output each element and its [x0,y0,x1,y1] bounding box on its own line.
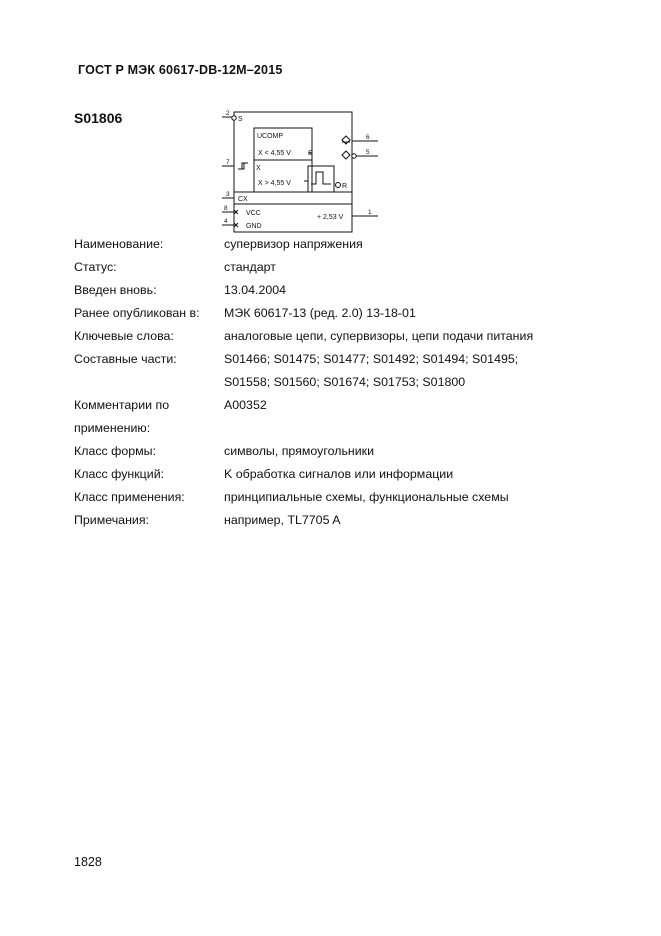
field-label: Комментарии по [74,398,170,412]
field-row [74,279,594,302]
field-row [74,486,594,509]
field-value: символы, прямоугольники [224,444,375,458]
cx-label: CX [238,196,248,203]
symbol-code: S01806 [74,110,123,126]
field-row [74,463,594,486]
gnd-label: GND [246,223,262,230]
field-label: Примечания: [74,513,149,527]
field-value: принципиальные схемы, функциональные схемы [224,490,509,504]
pin-7-label: 7 [226,159,230,166]
entry-fields [74,233,594,532]
field-row [74,509,594,532]
field-value: МЭК 60617-13 (ред. 2.0) 13-18-01 [224,306,416,320]
field-row [74,417,594,440]
field-value: A00352 [224,398,267,412]
page-number: 1828 [74,855,102,869]
x-input-label: X [256,165,261,172]
field-label: Ранее опубликован в: [74,306,200,320]
ref-voltage-label: + 2,53 V [317,214,344,221]
field-value: S01558; S01560; S01674; S01753; S01800 [224,375,466,389]
field-row [74,348,594,371]
field-label [74,371,224,394]
pin-4-label: 4 [224,218,228,225]
field-row [74,394,594,417]
field-value: аналоговые цепи, супервизоры, цепи подачи питания [224,329,534,343]
field-label: Введен вновь: [74,283,157,297]
s-output-label: S [308,150,313,157]
pin-3-label: 3 [226,191,230,198]
field-value: стандарт [224,260,276,274]
field-label: Класс функций: [74,467,165,481]
field-value: например, TL7705 A [224,513,341,527]
pin-8-label: 8 [224,205,228,212]
pin-5-label: 5 [366,149,370,156]
field-value: K обработка сигналов или информации [224,467,454,481]
field-row [74,256,594,279]
field-label: Класс применения: [74,490,185,504]
field-label: Наименование: [74,237,164,251]
s-input-label: S [238,116,243,123]
field-row [74,302,594,325]
vcc-label: VCC [246,210,261,217]
field-row [74,233,594,256]
pin-6-label: 6 [366,134,370,141]
voltage-supervisor-symbol [220,108,390,236]
document-header: ГОСТ Р МЭК 60617-DB-12M–2015 [78,63,283,77]
field-label: применению: [74,421,151,435]
field-label: Составные части: [74,352,177,366]
pin-2-label: 2 [226,110,230,117]
field-value: супервизор напряжения [224,237,363,251]
field-label: Статус: [74,260,117,274]
field-value: S01466; S01475; S01477; S01492; S01494; S01495; [224,352,519,366]
field-value [224,417,594,440]
x-less-label: X < 4,55 V [258,150,291,157]
field-label: Класс формы: [74,444,157,458]
r-output-label: R [342,183,348,190]
pin-1-label: 1 [368,209,372,216]
ucomp-label: UCOMP [257,133,284,140]
field-row [74,440,594,463]
x-greater-label: X > 4,55 V [258,180,291,187]
field-value: 13.04.2004 [224,283,287,297]
field-label: Ключевые слова: [74,329,174,343]
field-row [74,325,594,348]
field-row [74,371,594,394]
